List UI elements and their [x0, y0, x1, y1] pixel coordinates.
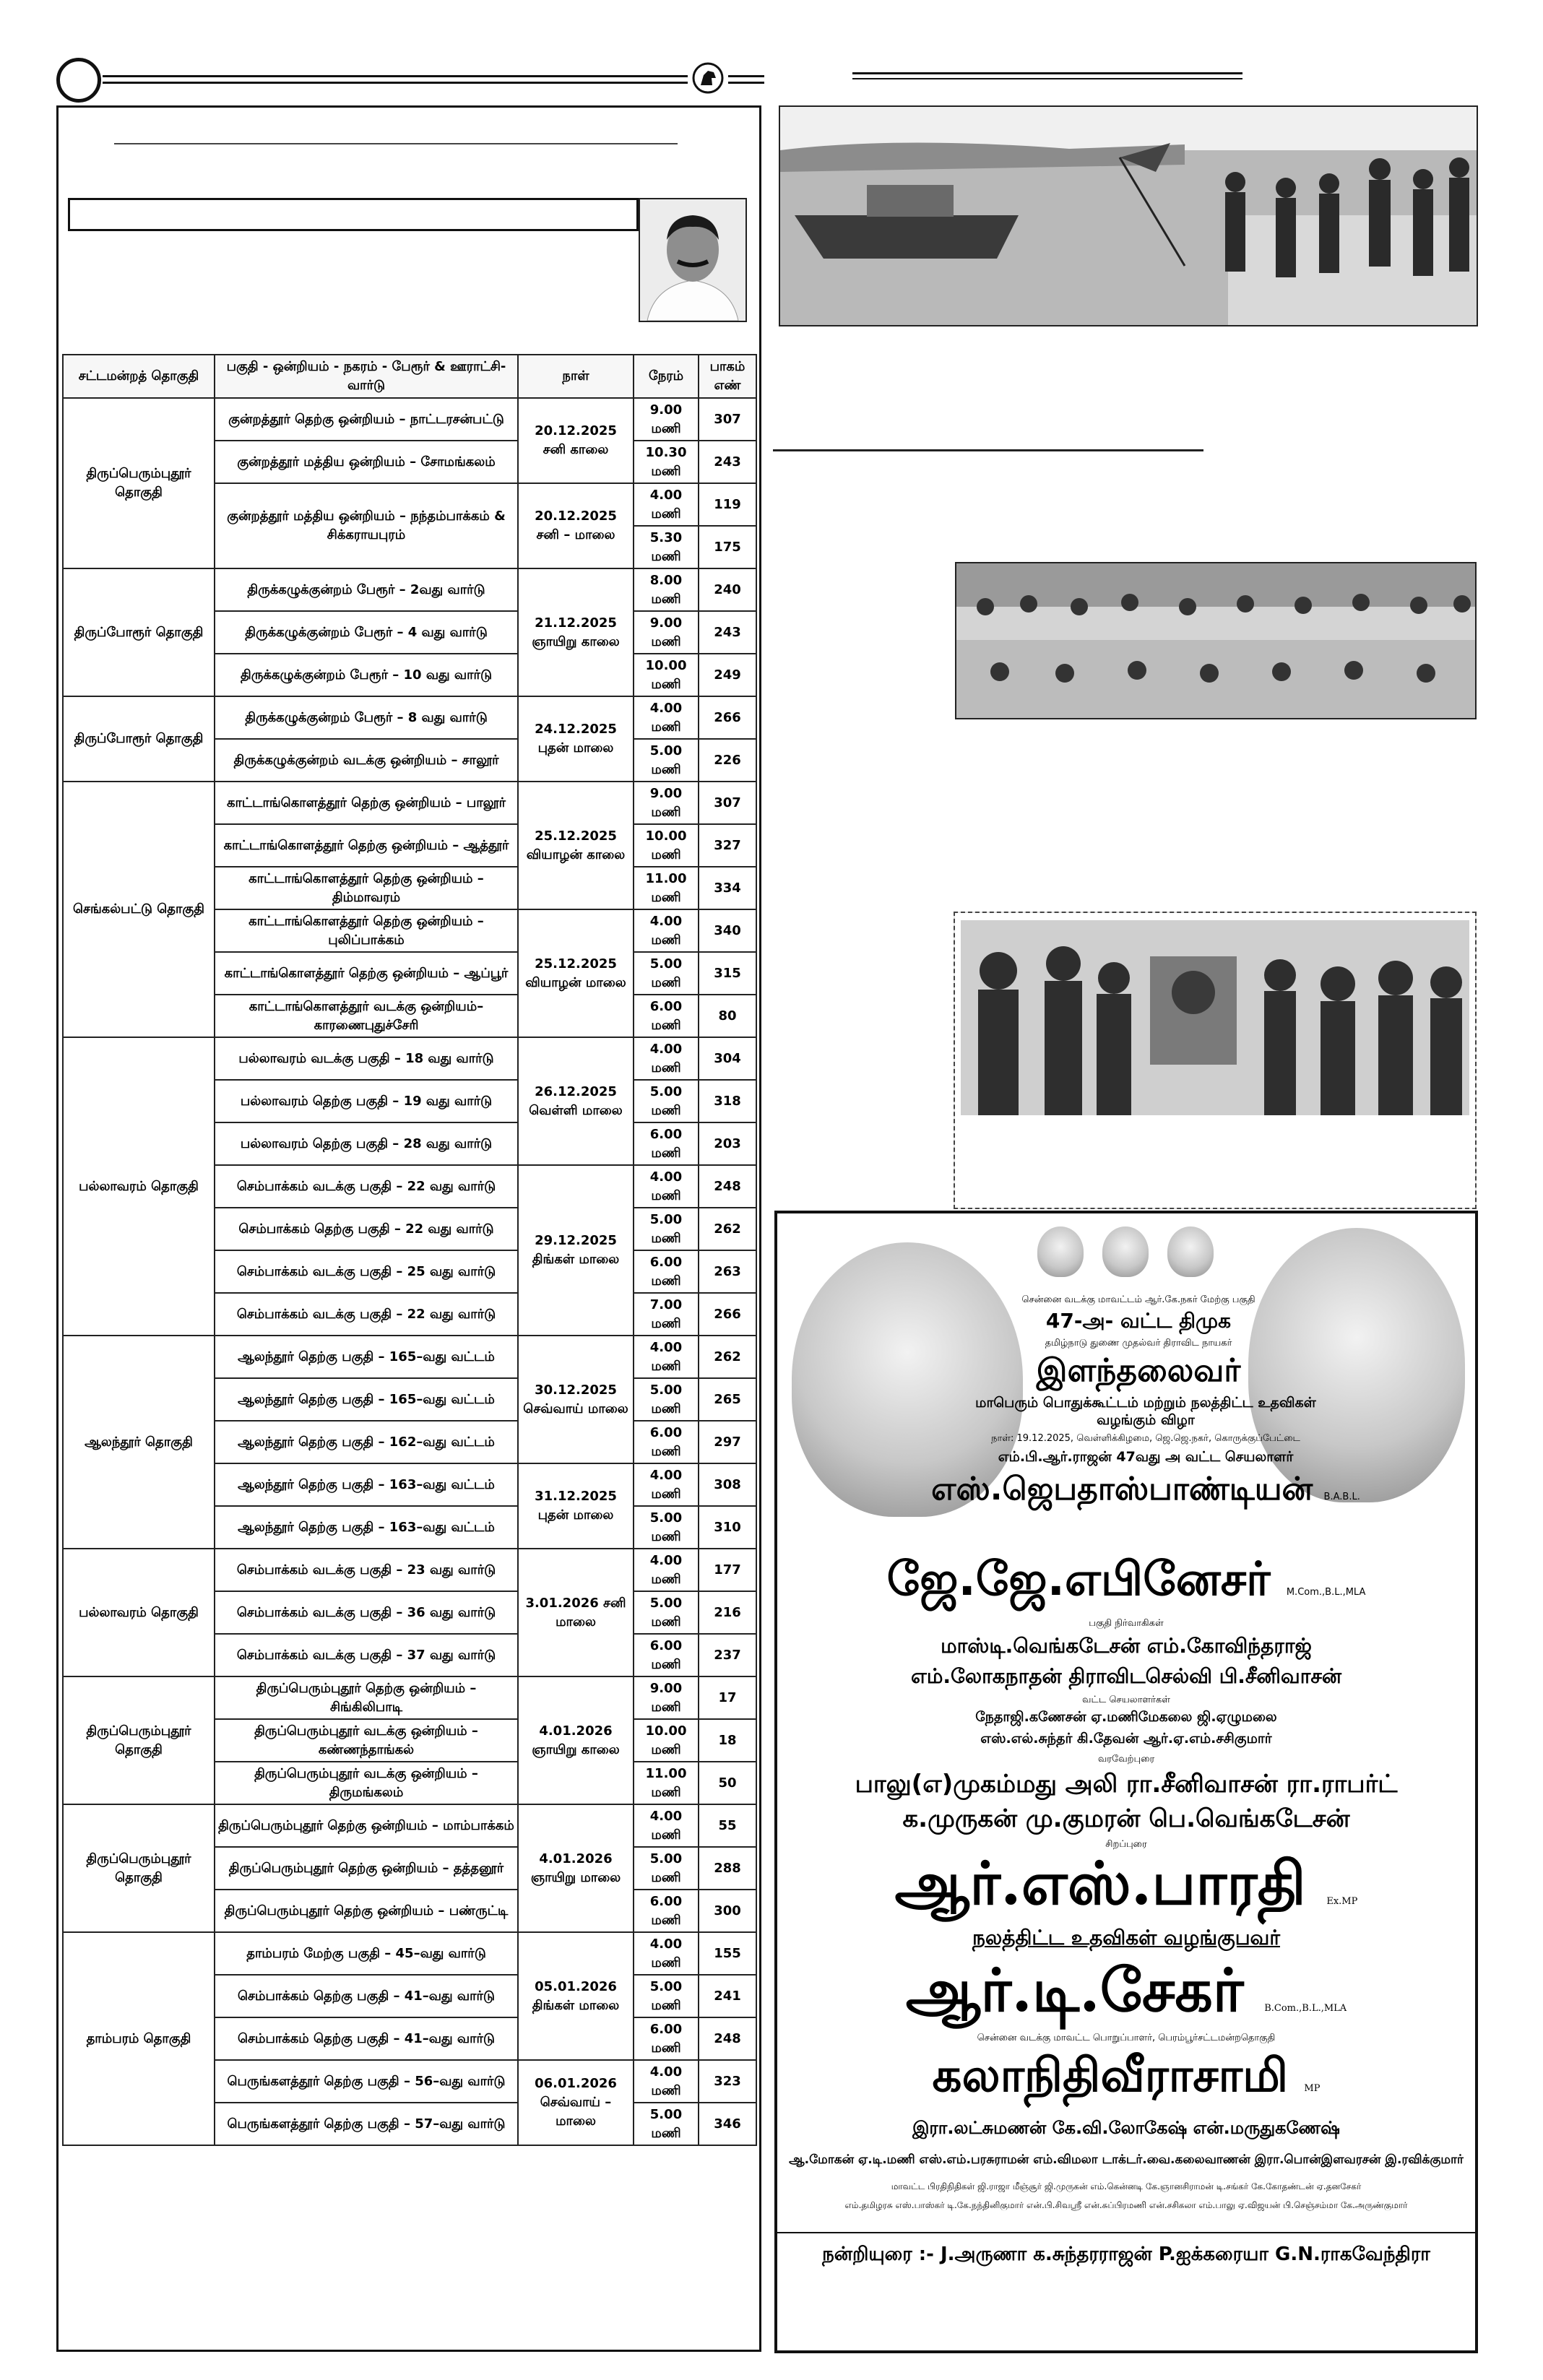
area-cell: பல்லாவரம் தெற்கு பகுதி – 28 வது வார்டு [215, 1122, 518, 1165]
poster-welcome-line1: பாலு(எ)முகம்மது அலி ரா.சீனிவாசன் ரா.ராபர்ட் [855, 1770, 1398, 1799]
area-cell: பல்லாவரம் தெற்கு பகுதி – 19 வது வார்டு [215, 1080, 518, 1122]
tribute-image-icon [955, 913, 1475, 1208]
time-cell: 6.00 மணி [634, 1634, 699, 1676]
poster-thanks-line: நன்றியுரை :- J.அருணா க.சுந்தரராஜன் P.ஐக்கரையா G.N.ராகவேந்திரா [777, 2232, 1475, 2267]
poster-distributor-name-text: ஆர்.டி.சேகர் [905, 1956, 1244, 2025]
area-cell: ஆலந்தூர் தெற்கு பகுதி – 163–வது வட்டம் [215, 1506, 518, 1549]
horse-emblem-icon [692, 62, 724, 94]
area-cell: திருப்பெரும்புதூர் வடக்கு ஒன்றியம் – திருமங்கலம் [215, 1762, 518, 1804]
time-cell: 11.00 மணி [634, 867, 699, 909]
time-cell: 4.00 மணி [634, 2060, 699, 2103]
area-cell: திருக்கழுக்குன்றம் பேரூர் – 4 வது வார்டு [215, 611, 518, 654]
area-cell: திருப்பெரும்புதூர் தெற்கு ஒன்றியம் – தத்தனூர் [215, 1847, 518, 1890]
part-cell: 300 [699, 1890, 756, 1932]
area-cell: குன்றத்தூர் மத்திய ஒன்றியம் – சோமங்கலம் [215, 441, 518, 483]
part-cell: 17 [699, 1676, 756, 1719]
time-cell: 5.00 மணி [634, 1208, 699, 1250]
part-cell: 175 [699, 526, 756, 568]
header-part-number: பாகம் எண் [699, 355, 756, 398]
time-cell: 5.00 மணி [634, 739, 699, 782]
part-cell: 315 [699, 952, 756, 995]
area-cell: குன்றத்தூர் தெற்கு ஒன்றியம் – நாட்டரசன்பட்டு [215, 398, 518, 441]
area-cell: பல்லாவரம் வடக்கு பகுதி – 18 வது வார்டு [215, 1037, 518, 1080]
date-cell: 21.12.2025 ஞாயிறு காலை [518, 568, 634, 696]
poster-title-line: தமிழ்நாடு துணை முதல்வர் திராவிட நாயகர் [1045, 1338, 1232, 1349]
constituency-cell: திருப்பெரும்புதூர் தொகுதி [63, 1676, 215, 1804]
part-cell: 119 [699, 483, 756, 526]
time-cell: 6.00 மணி [634, 1122, 699, 1165]
constituency-cell: திருப்போரூர் தொகுதி [63, 696, 215, 782]
area-cell: காட்டாங்கொளத்தூர் வடக்கு ஒன்றியம்– காரணைபுதுச்சேரி [215, 995, 518, 1037]
time-cell: 5.00 மணி [634, 1591, 699, 1634]
poster-officials-line1: மாஸ்டி.வெங்கடேசன் எம்.கோவிந்தராஜ் [941, 1634, 1312, 1658]
time-cell: 4.00 மணி [634, 1549, 699, 1591]
crowd-image-icon [956, 563, 1475, 718]
part-cell: 243 [699, 441, 756, 483]
poster-host-name-text: எஸ்.ஜெபதாஸ்பாண்டியன் [931, 1471, 1313, 1507]
part-cell: 249 [699, 654, 756, 696]
poster-ward-secretaries-label: வட்ட செயலாளர்கள் [1082, 1695, 1170, 1705]
area-cell: காட்டாங்கொளத்தூர் தெற்கு ஒன்றியம் – திம்மாவரம் [215, 867, 518, 909]
time-cell: 9.00 மணி [634, 782, 699, 824]
area-cell: திருப்பெரும்புதூர் வடக்கு ஒன்றியம் – கண்ணந்தாங்கல் [215, 1719, 518, 1762]
part-cell: 310 [699, 1506, 756, 1549]
part-cell: 80 [699, 995, 756, 1037]
table-row [63, 1932, 756, 1975]
time-cell: 10.00 மணி [634, 654, 699, 696]
area-cell: பெருங்களத்தூர் தெற்கு பகுதி – 56–வது வார்டு [215, 2060, 518, 2103]
masthead-rule-right [728, 75, 764, 84]
time-cell: 6.00 மணி [634, 1421, 699, 1463]
time-cell: 7.00 மணி [634, 1293, 699, 1336]
part-cell: 308 [699, 1463, 756, 1506]
poster-distributor-name [777, 1956, 1475, 2033]
area-cell: பெருங்களத்தூர் தெற்கு பகுதி – 57–வது வார்டு [215, 2103, 518, 2145]
poster-mla-name [777, 1553, 1475, 1612]
area-cell: ஆலந்தூர் தெற்கு பகுதி – 165–வது வட்டம் [215, 1378, 518, 1421]
area-cell: திருப்பெரும்புதூர் தெற்கு ஒன்றியம் – மாம்பாக்கம் [215, 1804, 518, 1847]
time-cell: 5.30 மணி [634, 526, 699, 568]
time-cell: 6.00 மணி [634, 1250, 699, 1293]
boat-flag-off-photo [779, 105, 1478, 326]
leader-portrait [639, 198, 747, 322]
welfare-distribution-photo [955, 562, 1477, 719]
part-cell: 248 [699, 1165, 756, 1208]
area-cell: திருக்கழுக்குன்றம் வடக்கு ஒன்றியம் – சாலூர் [215, 739, 518, 782]
area-cell: திருப்பெரும்புதூர் தெற்கு ஒன்றியம் – பண்ருட்டி [215, 1890, 518, 1932]
time-cell: 4.00 மணி [634, 1037, 699, 1080]
date-cell: 06.01.2026 செவ்வாய் – மாலை [518, 2060, 634, 2145]
area-cell: செம்பாக்கம் வடக்கு பகுதி – 36 வது வார்டு [215, 1591, 518, 1634]
time-cell: 4.00 மணி [634, 1463, 699, 1506]
area-cell: செம்பாக்கம் வடக்கு பகுதி – 37 வது வார்டு [215, 1634, 518, 1676]
constituency-cell: தாம்பரம் தொகுதி [63, 1932, 215, 2145]
area-cell: செம்பாக்கம் வடக்கு பகுதி – 25 வது வார்டு [215, 1250, 518, 1293]
table-row [63, 1804, 756, 1847]
poster-mla-degree: M.Com.,B.L.,MLA [1286, 1587, 1366, 1598]
poster-officials-label: பகுதி நிர்வாகிகள் [1089, 1618, 1164, 1629]
poster-mla-name-text: ஜே.ஜே.எபினேசர் [886, 1553, 1271, 1606]
time-cell: 10.30 மணி [634, 441, 699, 483]
part-cell: 177 [699, 1549, 756, 1591]
poster-chief-guest-text: ஆர்.எஸ்.பாரதி [894, 1849, 1306, 1918]
part-cell: 262 [699, 1336, 756, 1378]
table-row [63, 1676, 756, 1719]
poster-secretary-line: எம்.பி.ஆர்.ராஜன் 47வது அ வட்ட செயலாளர் [998, 1449, 1294, 1465]
time-cell: 6.00 மணி [634, 1890, 699, 1932]
date-cell: 20.12.2025 சனி காலை [518, 398, 634, 483]
area-cell: குன்றத்தூர் மத்திய ஒன்றியம் – நந்தம்பாக்கம் & சிக்கராயபுரம் [215, 483, 518, 568]
date-cell: 30.12.2025 செவ்வாய் மாலை [518, 1336, 634, 1463]
table-row [63, 1549, 756, 1591]
poster-officials-line2: எம்.லோகநாதன் திராவிடசெல்வி பி.சீனிவாசன் [911, 1664, 1341, 1688]
poster-delegates-line1: மாவட்ட பிரதிநிதிகள் ஜி.ராஜா மீஞ்சூர் ஜி.முருகன் எம்.கென்னடி கே.ஞானசிராமன் டி.சங்கர் கே.கோதண்டன் ஏ.தனசேகர் [891, 2181, 1362, 2191]
poster-mp-name [777, 2048, 1475, 2108]
time-cell: 10.00 மணி [634, 1719, 699, 1762]
poster-date-line: நாள்: 19.12.2025, வெள்ளிக்கிழமை, ஜெ.ஜெ.நகர், கொருக்குப்பேட்டை [991, 1433, 1300, 1444]
constituency-cell: செங்கல்பட்டு தொகுதி [63, 782, 215, 1037]
time-cell: 11.00 மணி [634, 1762, 699, 1804]
schedule-table [62, 354, 757, 2146]
part-cell: 307 [699, 398, 756, 441]
part-cell: 304 [699, 1037, 756, 1080]
area-cell: செம்பாக்கம் வடக்கு பகுதி – 23 வது வார்டு [215, 1549, 518, 1591]
constituency-cell: பல்லாவரம் தொகுதி [63, 1549, 215, 1676]
part-cell: 216 [699, 1591, 756, 1634]
poster-ward-secretaries-line2: எஸ்.எல்.சுந்தர் கி.தேவன் ஆர்.ஏ.எம்.சசிகுமார் [980, 1731, 1272, 1747]
leader-thumb-3 [1167, 1226, 1214, 1277]
poster-chief-guest [777, 1849, 1475, 1926]
constituency-cell: ஆலந்தூர் தொகுதி [63, 1336, 215, 1549]
poster-representatives-line: இரா.லட்சுமணன் கே.வி.லோகேஷ் என்.மருதுகணேஷ் [912, 2118, 1340, 2138]
poster-district-in-charge: சென்னை வடக்கு மாவட்ட பொறுப்பாளர், பெரம்பூர்சட்டமன்றதொகுதி [977, 2033, 1276, 2043]
poster-welcome-label: வரவேற்புரை [1097, 1754, 1155, 1765]
leader-thumb-2 [1102, 1226, 1149, 1277]
poster-chief-guest-title: Ex.MP [1326, 1896, 1358, 1907]
table-row [63, 1336, 756, 1378]
header-date: நாள் [518, 355, 634, 398]
constituency-cell: திருப்பெரும்புதூர் தொகுதி [63, 1804, 215, 1932]
poster-district-line: சென்னை வடக்கு மாவட்டம் ஆர்.கே.நகர் மேற்கு பகுதி [1021, 1294, 1255, 1305]
poster-ward-secretaries-line1: நேதாஜி.கணேசன் ஏ.மணிமேகலை ஜி.ஏழுமலை [975, 1709, 1277, 1725]
area-cell: காட்டாங்கொளத்தூர் தெற்கு ஒன்றியம் – ஆப்பூர் [215, 952, 518, 995]
poster-distributor-degree: B.Com.,B.L.,MLA [1264, 2003, 1347, 2014]
time-cell: 8.00 மணி [634, 568, 699, 611]
date-cell: 24.12.2025 புதன் மாலை [518, 696, 634, 782]
time-cell: 4.00 மணி [634, 1932, 699, 1975]
poster-distributor-label: நலத்திட்ட உதவிகள் வழங்குபவர் [972, 1926, 1280, 1950]
poster-ward-line: 47-அ- வட்ட திமுக [1045, 1309, 1232, 1333]
part-cell: 18 [699, 1719, 756, 1762]
event-poster-advertisement [774, 1211, 1478, 2353]
part-cell: 248 [699, 2017, 756, 2060]
time-cell: 4.00 மணி [634, 483, 699, 526]
time-cell: 9.00 மணி [634, 1676, 699, 1719]
time-cell: 10.00 மணி [634, 824, 699, 867]
area-cell: தாம்பரம் மேற்கு பகுதி – 45–வது வார்டு [215, 1932, 518, 1975]
date-cell: 4.01.2026 ஞாயிறு காலை [518, 1676, 634, 1804]
date-cell: 29.12.2025 திங்கள் மாலை [518, 1165, 634, 1336]
time-cell: 9.00 மணி [634, 398, 699, 441]
part-cell: 226 [699, 739, 756, 782]
part-cell: 55 [699, 1804, 756, 1847]
poster-speech-label: சிறப்புரை [1105, 1839, 1147, 1850]
part-cell: 237 [699, 1634, 756, 1676]
poster-leader-title: இளந்தலைவர் [1036, 1352, 1241, 1389]
person-portrait-icon [640, 199, 745, 321]
date-cell: 05.01.2026 திங்கள் மாலை [518, 1932, 634, 2060]
part-cell: 155 [699, 1932, 756, 1975]
area-cell: திருக்கழுக்குன்றம் பேரூர் – 2வது வார்டு [215, 568, 518, 611]
time-cell: 5.00 மணி [634, 2103, 699, 2145]
area-cell: காட்டாங்கொளத்தூர் தெற்கு ஒன்றியம் – ஆத்தூர் [215, 824, 518, 867]
part-cell: 50 [699, 1762, 756, 1804]
time-cell: 4.00 மணி [634, 1804, 699, 1847]
part-cell: 334 [699, 867, 756, 909]
area-cell: செம்பாக்கம் தெற்கு பகுதி – 22 வது வார்டு [215, 1208, 518, 1250]
time-cell: 6.00 மணி [634, 2017, 699, 2060]
part-cell: 307 [699, 782, 756, 824]
poster-members-line: ஆ.மோகன் ஏ.டி.மணி எஸ்.எம்.பரசுராமன் எம்.விமலா டாக்டர்.வை.கலைவாணன் இரா.பொன்இளவரசன் இ.ரவிக்குமார் [789, 2152, 1464, 2167]
area-cell: செம்பாக்கம் வடக்கு பகுதி – 22 வது வார்டு [215, 1293, 518, 1336]
poster-welcome-line2: க.முருகன் மு.குமரன் பெ.வெங்கடேசன் [902, 1804, 1350, 1833]
table-row [63, 782, 756, 824]
part-cell: 241 [699, 1975, 756, 2017]
leader-thumb-1 [1037, 1226, 1084, 1277]
part-cell: 318 [699, 1080, 756, 1122]
header-area: பகுதி - ஒன்றியம் - நகரம் - பேரூர் & ஊராட்சி-வார்டு [215, 355, 518, 398]
constituency-cell: திருப்போரூர் தொகுதி [63, 568, 215, 696]
header-constituency: சட்டமன்றத் தொகுதி [63, 355, 215, 398]
part-cell: 288 [699, 1847, 756, 1890]
part-cell: 265 [699, 1378, 756, 1421]
table-row [63, 1037, 756, 1080]
poster-delegates-line2: எம்.தமிழரசு எஸ்.பாஸ்கர் டி.கே.நந்தினிகுமார் என்.பி.சிவஸ்ரீ என்.சுப்பிரமணி என்.சசிகலா எம்.பாலு ஏ.விஜயன் பி.செஞ்சம்மா கே.அருண்குமார் [844, 2200, 1408, 2210]
date-cell: 26.12.2025 வெள்ளி மாலை [518, 1037, 634, 1165]
part-cell: 262 [699, 1208, 756, 1250]
time-cell: 5.00 மணி [634, 952, 699, 995]
date-cell: 25.12.2025 வியாழன் காலை [518, 782, 634, 909]
date-cell: 4.01.2026 ஞாயிறு மாலை [518, 1804, 634, 1932]
area-cell: ஆலந்தூர் தெற்கு பகுதி – 162–வது வட்டம் [215, 1421, 518, 1463]
time-cell: 4.00 மணி [634, 1336, 699, 1378]
time-cell: 5.00 மணி [634, 1506, 699, 1549]
time-cell: 4.00 மணி [634, 1165, 699, 1208]
date-cell: 31.12.2025 புதன் மாலை [518, 1463, 634, 1549]
header-time: நேரம் [634, 355, 699, 398]
area-cell: காட்டாங்கொளத்தூர் தெற்கு ஒன்றியம் – பாலூர் [215, 782, 518, 824]
poster-host-name [893, 1471, 1399, 1512]
part-cell: 266 [699, 1293, 756, 1336]
area-cell: ஆலந்தூர் தெற்கு பகுதி – 165–வது வட்டம் [215, 1336, 518, 1378]
masthead-rule-far [852, 72, 1242, 79]
poster-host-degree: B.A.B.L. [1323, 1492, 1360, 1502]
masthead-circle-ornament [56, 58, 101, 103]
time-cell: 5.00 மணி [634, 1378, 699, 1421]
part-cell: 203 [699, 1122, 756, 1165]
boat-event-image-icon [780, 107, 1477, 325]
time-cell: 6.00 மணி [634, 995, 699, 1037]
time-cell: 9.00 மணி [634, 611, 699, 654]
time-cell: 5.00 மணி [634, 1080, 699, 1122]
area-cell: ஆலந்தூர் தெற்கு பகுதி – 163–வது வட்டம் [215, 1463, 518, 1506]
tribute-event-photo-frame [954, 912, 1477, 1209]
area-cell: காட்டாங்கொளத்தூர் தெற்கு ஒன்றியம் – புலிப்பாக்கம் [215, 909, 518, 952]
headline-rule [114, 143, 678, 144]
table-row [63, 398, 756, 441]
part-cell: 243 [699, 611, 756, 654]
area-cell: செம்பாக்கம் வடக்கு பகுதி – 22 வது வார்டு [215, 1165, 518, 1208]
table-row [63, 696, 756, 739]
part-cell: 266 [699, 696, 756, 739]
time-cell: 4.00 மணி [634, 696, 699, 739]
part-cell: 327 [699, 824, 756, 867]
time-cell: 4.00 மணி [634, 909, 699, 952]
area-cell: திருப்பெரும்புதூர் தெற்கு ஒன்றியம் – சிங்கிலிபாடி [215, 1676, 518, 1719]
part-cell: 297 [699, 1421, 756, 1463]
area-cell: திருக்கழுக்குன்றம் பேரூர் – 10 வது வார்டு [215, 654, 518, 696]
area-cell: திருக்கழுக்குன்றம் பேரூர் – 8 வது வார்டு [215, 696, 518, 739]
poster-mp-title: MP [1304, 2083, 1321, 2094]
part-cell: 340 [699, 909, 756, 952]
part-cell: 263 [699, 1250, 756, 1293]
constituency-cell: திருப்பெரும்புதூர் தொகுதி [63, 398, 215, 568]
name-banner-box [68, 198, 639, 231]
area-cell: செம்பாக்கம் தெற்கு பகுதி – 41–வது வார்டு [215, 2017, 518, 2060]
time-cell: 5.00 மணி [634, 1847, 699, 1890]
poster-mp-name-text: கலாநிதிவீராசாமி [932, 2048, 1289, 2103]
time-cell: 5.00 மணி [634, 1975, 699, 2017]
date-cell: 3.01.2026 சனி மாலை [518, 1549, 634, 1676]
masthead-rule-left [103, 75, 688, 84]
poster-event-line: மாபெரும் பொதுக்கூட்டம் மற்றும் நலத்திட்ட உதவிகள் வழங்கும் விழா [975, 1395, 1316, 1428]
table-row [63, 568, 756, 611]
part-cell: 240 [699, 568, 756, 611]
table-header-row [63, 355, 756, 398]
date-cell: 25.12.2025 வியாழன் மாலை [518, 909, 634, 1037]
article-rule [773, 449, 1203, 451]
part-cell: 323 [699, 2060, 756, 2103]
constituency-cell: பல்லாவரம் தொகுதி [63, 1037, 215, 1336]
date-cell: 20.12.2025 சனி – மாலை [518, 483, 634, 568]
area-cell: செம்பாக்கம் தெற்கு பகுதி – 41–வது வார்டு [215, 1975, 518, 2017]
part-cell: 346 [699, 2103, 756, 2145]
